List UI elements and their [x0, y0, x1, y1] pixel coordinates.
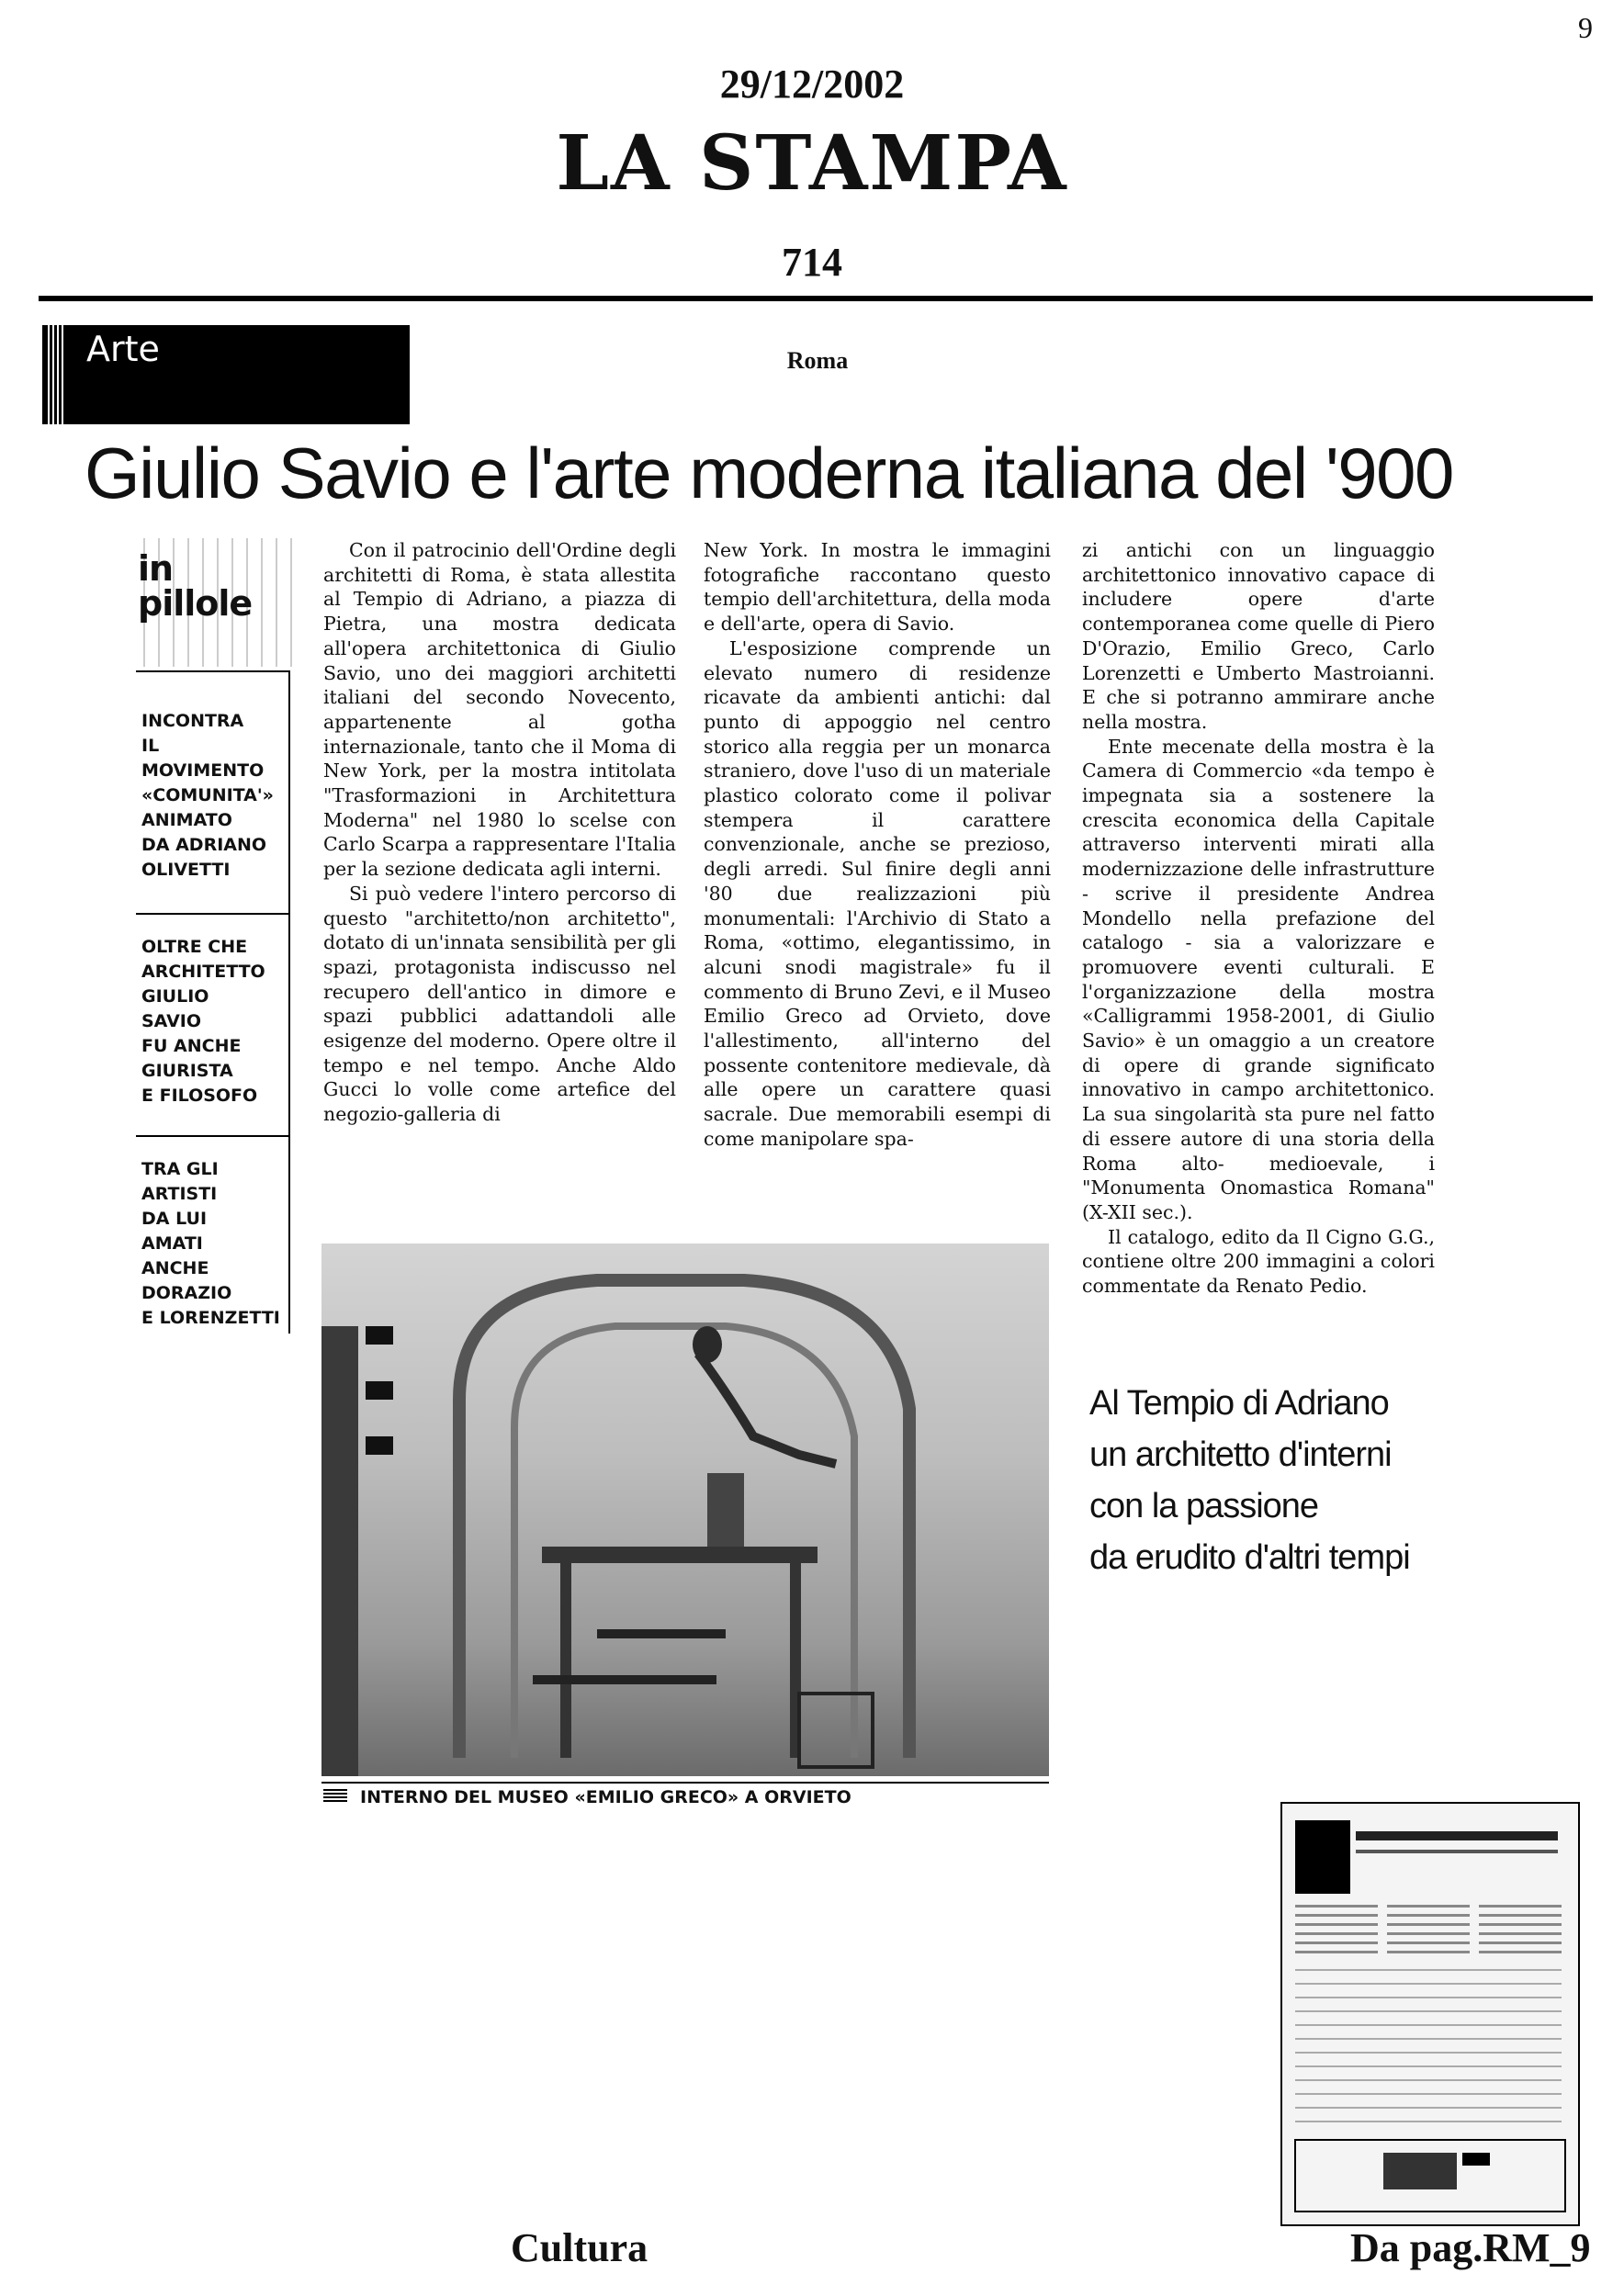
- sidebar-line: SAVIO: [141, 1011, 202, 1031]
- sidebar-line: ANCHE: [141, 1258, 209, 1278]
- sidebar-line: INCONTRA: [141, 711, 244, 731]
- sidebar-line: DA ADRIANO: [141, 835, 267, 855]
- article-paragraph: zi antichi con un linguaggio architettonico innovativo capace di includere opere d'arte contemporanea come quelle di Piero D'Orazio, Emilio Greco, Carlo Lorenzetti e Umberto Mastroianni. E che si potranno ammirare anche nella mostra.: [1082, 539, 1435, 733]
- sidebar-divider: [136, 913, 288, 915]
- article-headline: Giulio Savio e l'arte moderna italiana del '900: [85, 433, 1453, 513]
- page-thumbnail-illustration: [1282, 1804, 1578, 2224]
- newspaper-masthead: LA STAMPA: [556, 119, 1068, 208]
- sidebar-divider: [136, 670, 288, 672]
- pull-quote: [1089, 1378, 1549, 1583]
- museum-interior-illustration: [321, 1244, 1049, 1776]
- article-paragraph: Ente mecenate della mostra è la Camera di Commercio «da tempo è impegnata sia a sostenere la crescita economica della Capitale attraverso interventi mirati alla modernizzazione delle infrastrutture - scrive il presidente Andrea Mondello nella prefazione del catalogo - sia a valorizzare e promuovere eventi culturali. E l'organizzazione della mostra «Calligrammi 1958-2001, di Giulio Savio» è un omaggio a un creatore di opere di grande significato innovativo in campo architettonico. La sua singolarità sta pure nel fatto di essere autore di una storia della Roma alto- medioevale, i "Monumenta Onomastica Romana" (X-XII sec.).: [1082, 735, 1435, 1223]
- sidebar-line: AMATI: [141, 1233, 203, 1254]
- city-label: Roma: [786, 347, 849, 374]
- sidebar-line: OLTRE CHE: [141, 937, 248, 957]
- photo-caption: INTERNO DEL MUSEO «EMILIO GRECO» A ORVIETO: [360, 1787, 851, 1807]
- page-thumbnail: [1280, 1802, 1580, 2226]
- caption-marker: [323, 1789, 347, 1804]
- sidebar-line: E LORENZETTI: [141, 1308, 280, 1328]
- sidebar-line: GIURISTA: [141, 1061, 233, 1081]
- sidebar-line: OLIVETTI: [141, 860, 231, 880]
- pull-quote-line: un architetto d'interni: [1089, 1435, 1392, 1474]
- sidebar-note-2: [141, 935, 288, 1109]
- page-number: 9: [1578, 11, 1593, 44]
- in-pillole-title: [138, 548, 253, 624]
- article-paragraph: Il catalogo, edito da Il Cigno G.G., contiene oltre 200 immagini a colori commentate da Renato Pedio.: [1082, 1225, 1435, 1298]
- sidebar-line: ARTISTI: [141, 1184, 218, 1204]
- sidebar-line: ARCHITETTO: [141, 962, 265, 982]
- issue-date: 29/12/2002: [719, 62, 905, 107]
- sidebar-line: E FILOSOFO: [141, 1086, 258, 1106]
- pull-quote-line: con la passione: [1089, 1487, 1319, 1525]
- sidebar-line: TRA GLI: [141, 1159, 219, 1179]
- sidebar-line: DORAZIO: [141, 1283, 232, 1303]
- sidebar-line: GIULIO: [141, 986, 209, 1007]
- sidebar-vertical-rule: [288, 670, 290, 1334]
- museum-interior-photo: [321, 1244, 1049, 1776]
- article-column-1: [323, 538, 676, 1127]
- in-pillole-title-line1: in: [138, 548, 174, 589]
- sidebar-divider: [136, 1135, 288, 1137]
- footer-page-ref: Da pag.RM_9: [1350, 2225, 1591, 2270]
- sidebar-note-3: [141, 1157, 288, 1331]
- sidebar-line: «COMUNITA'»: [141, 785, 274, 805]
- in-pillole-title-line2: pillole: [138, 583, 253, 624]
- article-column-2: [704, 538, 1051, 1152]
- issue-number: 714: [782, 240, 842, 285]
- sidebar-line: IL: [141, 736, 160, 756]
- article-paragraph: Si può vedere l'intero percorso di questo "architetto/non architetto", dotato di un'innata sensibilità per gli spazi, protagonista indiscusso nel recupero dell'antico in dimore e spazi pubblici adattandoli alle esigenze del moderno. Opere oltre il tempo e nel tempo. Anche Aldo Gucci lo volle come artefice del negozio-galleria di: [323, 882, 676, 1126]
- sidebar-line: FU ANCHE: [141, 1036, 242, 1056]
- section-banner-stripes: [48, 325, 66, 424]
- article-paragraph: Con il patrocinio dell'Ordine degli architetti di Roma, è stata allestita al Tempio di Adriano, a piazza di Pietra, una mostra dedicata all'opera architettonica di Giulio Savio, uno dei maggiori architetti italiani del secondo Novecento, appartenente al gotha internazionale, tanto che il Moma di New York, per la mostra intitolata "Trasformazioni in Architettura Moderna" nel 1980 lo scelse con Carlo Scarpa a rappresentare l'Italia per la sezione dedicata agli interni.: [323, 539, 676, 881]
- pull-quote-line: Al Tempio di Adriano: [1089, 1384, 1389, 1423]
- sidebar-note-1: [141, 709, 288, 883]
- article-column-3: [1082, 538, 1435, 1299]
- caption-rule: [321, 1782, 1049, 1784]
- sidebar-line: MOVIMENTO: [141, 760, 265, 781]
- header-rule: [39, 296, 1593, 301]
- section-label: Arte: [86, 329, 160, 369]
- article-paragraph: New York. In mostra le immagini fotografiche raccontano questo tempio dell'architettura, della moda e dell'arte, opera di Savio.: [704, 539, 1051, 636]
- sidebar-line: ANIMATO: [141, 810, 232, 830]
- footer-section: Cultura: [511, 2225, 648, 2270]
- pull-quote-line: da erudito d'altri tempi: [1089, 1538, 1410, 1577]
- sidebar-line: DA LUI: [141, 1209, 208, 1229]
- article-paragraph: L'esposizione comprende un elevato numero di residenze ricavate da ambienti antichi: dal punto di appoggio nel centro storico alla reggia per un monarca straniero, dove l'uso di un materiale plastico colorato come il polivar stempera il carattere convenzionale, anche se prezioso, degli arredi. Sul finire degli anni '80 due realizzazioni più monumentali: l'Archivio di Stato a Roma, «ottimo, elegantissimo, in alcuni snodi magistrale» fu il commento di Bruno Zevi, e il Museo Emilio Greco ad Orvieto, dove l'allestimento, all'interno del possente contenitore medievale, dà alle opere un carattere quasi sacrale. Due memorabili esempi di come manipolare spa-: [704, 636, 1051, 1150]
